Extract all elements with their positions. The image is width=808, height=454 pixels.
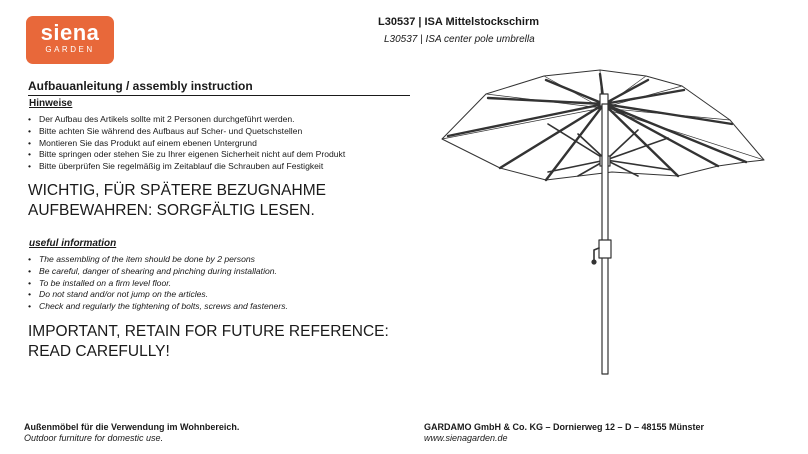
footer-usage-en: Outdoor furniture for domestic use. (24, 433, 164, 443)
list-item: • To be installed on a firm level floor. (28, 278, 288, 290)
list-item: • Bitte springen oder stehen Sie zu Ihrer eigenen Sicherheit nicht auf dem Produkt (28, 149, 345, 161)
notes-de-list (28, 114, 345, 173)
warning-en (28, 322, 389, 362)
footer-website-link[interactable]: www.sienagarden.de (424, 433, 508, 443)
document-title-de: L30537 | ISA Mittelstockschirm (378, 16, 540, 28)
list-item: • Bitte überprüfen Sie regelmäßig im Zeitablauf die Schrauben auf Festigkeit (28, 161, 345, 173)
list-item: • Check and regularly the tightening of bolts, screws and fasteners. (28, 301, 288, 313)
warning-en-line2: READ CAREFULLY! (28, 343, 170, 360)
warning-de-line1: WICHTIG, FÜR SPÄTERE BEZUGNAHME (28, 182, 326, 199)
warning-de (28, 181, 326, 221)
heading-divider (28, 95, 410, 96)
list-item: • Bitte achten Sie während des Aufbaus auf Scher- und Quetschstellen (28, 126, 345, 138)
list-item: • Der Aufbau des Artikels sollte mit 2 Personen durchgeführt werden. (28, 114, 345, 126)
warning-de-line2: AUFBEWAHREN: SORGFÄLTIG LESEN. (28, 202, 315, 219)
list-item: • Montieren Sie das Produkt auf einem ebenen Untergrund (28, 138, 345, 150)
siena-garden-logo (26, 16, 114, 64)
notes-en-list (28, 254, 288, 313)
footer-company: GARDAMO GmbH & Co. KG – Dornierweg 12 – D – 48155 Münster (424, 422, 705, 432)
list-item: • The assembling of the item should be done by 2 persons (28, 254, 288, 266)
footer-usage-de: Außenmöbel für die Verwendung im Wohnbereich. (24, 422, 240, 432)
list-item: • Do not stand and/or not jump on the articles. (28, 289, 288, 301)
notes-en-title: useful information (29, 238, 117, 249)
assembly-heading: Aufbauanleitung / assembly instruction (28, 79, 253, 93)
document-title-en: L30537 | ISA center pole umbrella (384, 34, 535, 45)
notes-de-title: Hinweise (29, 98, 73, 109)
warning-en-line1: IMPORTANT, RETAIN FOR FUTURE REFERENCE: (28, 323, 389, 340)
logo-subword: GARDEN (45, 45, 95, 54)
umbrella-illustration (428, 64, 798, 384)
list-item: • Be careful, danger of shearing and pinching during installation. (28, 266, 288, 278)
logo-word: siena (40, 20, 100, 45)
